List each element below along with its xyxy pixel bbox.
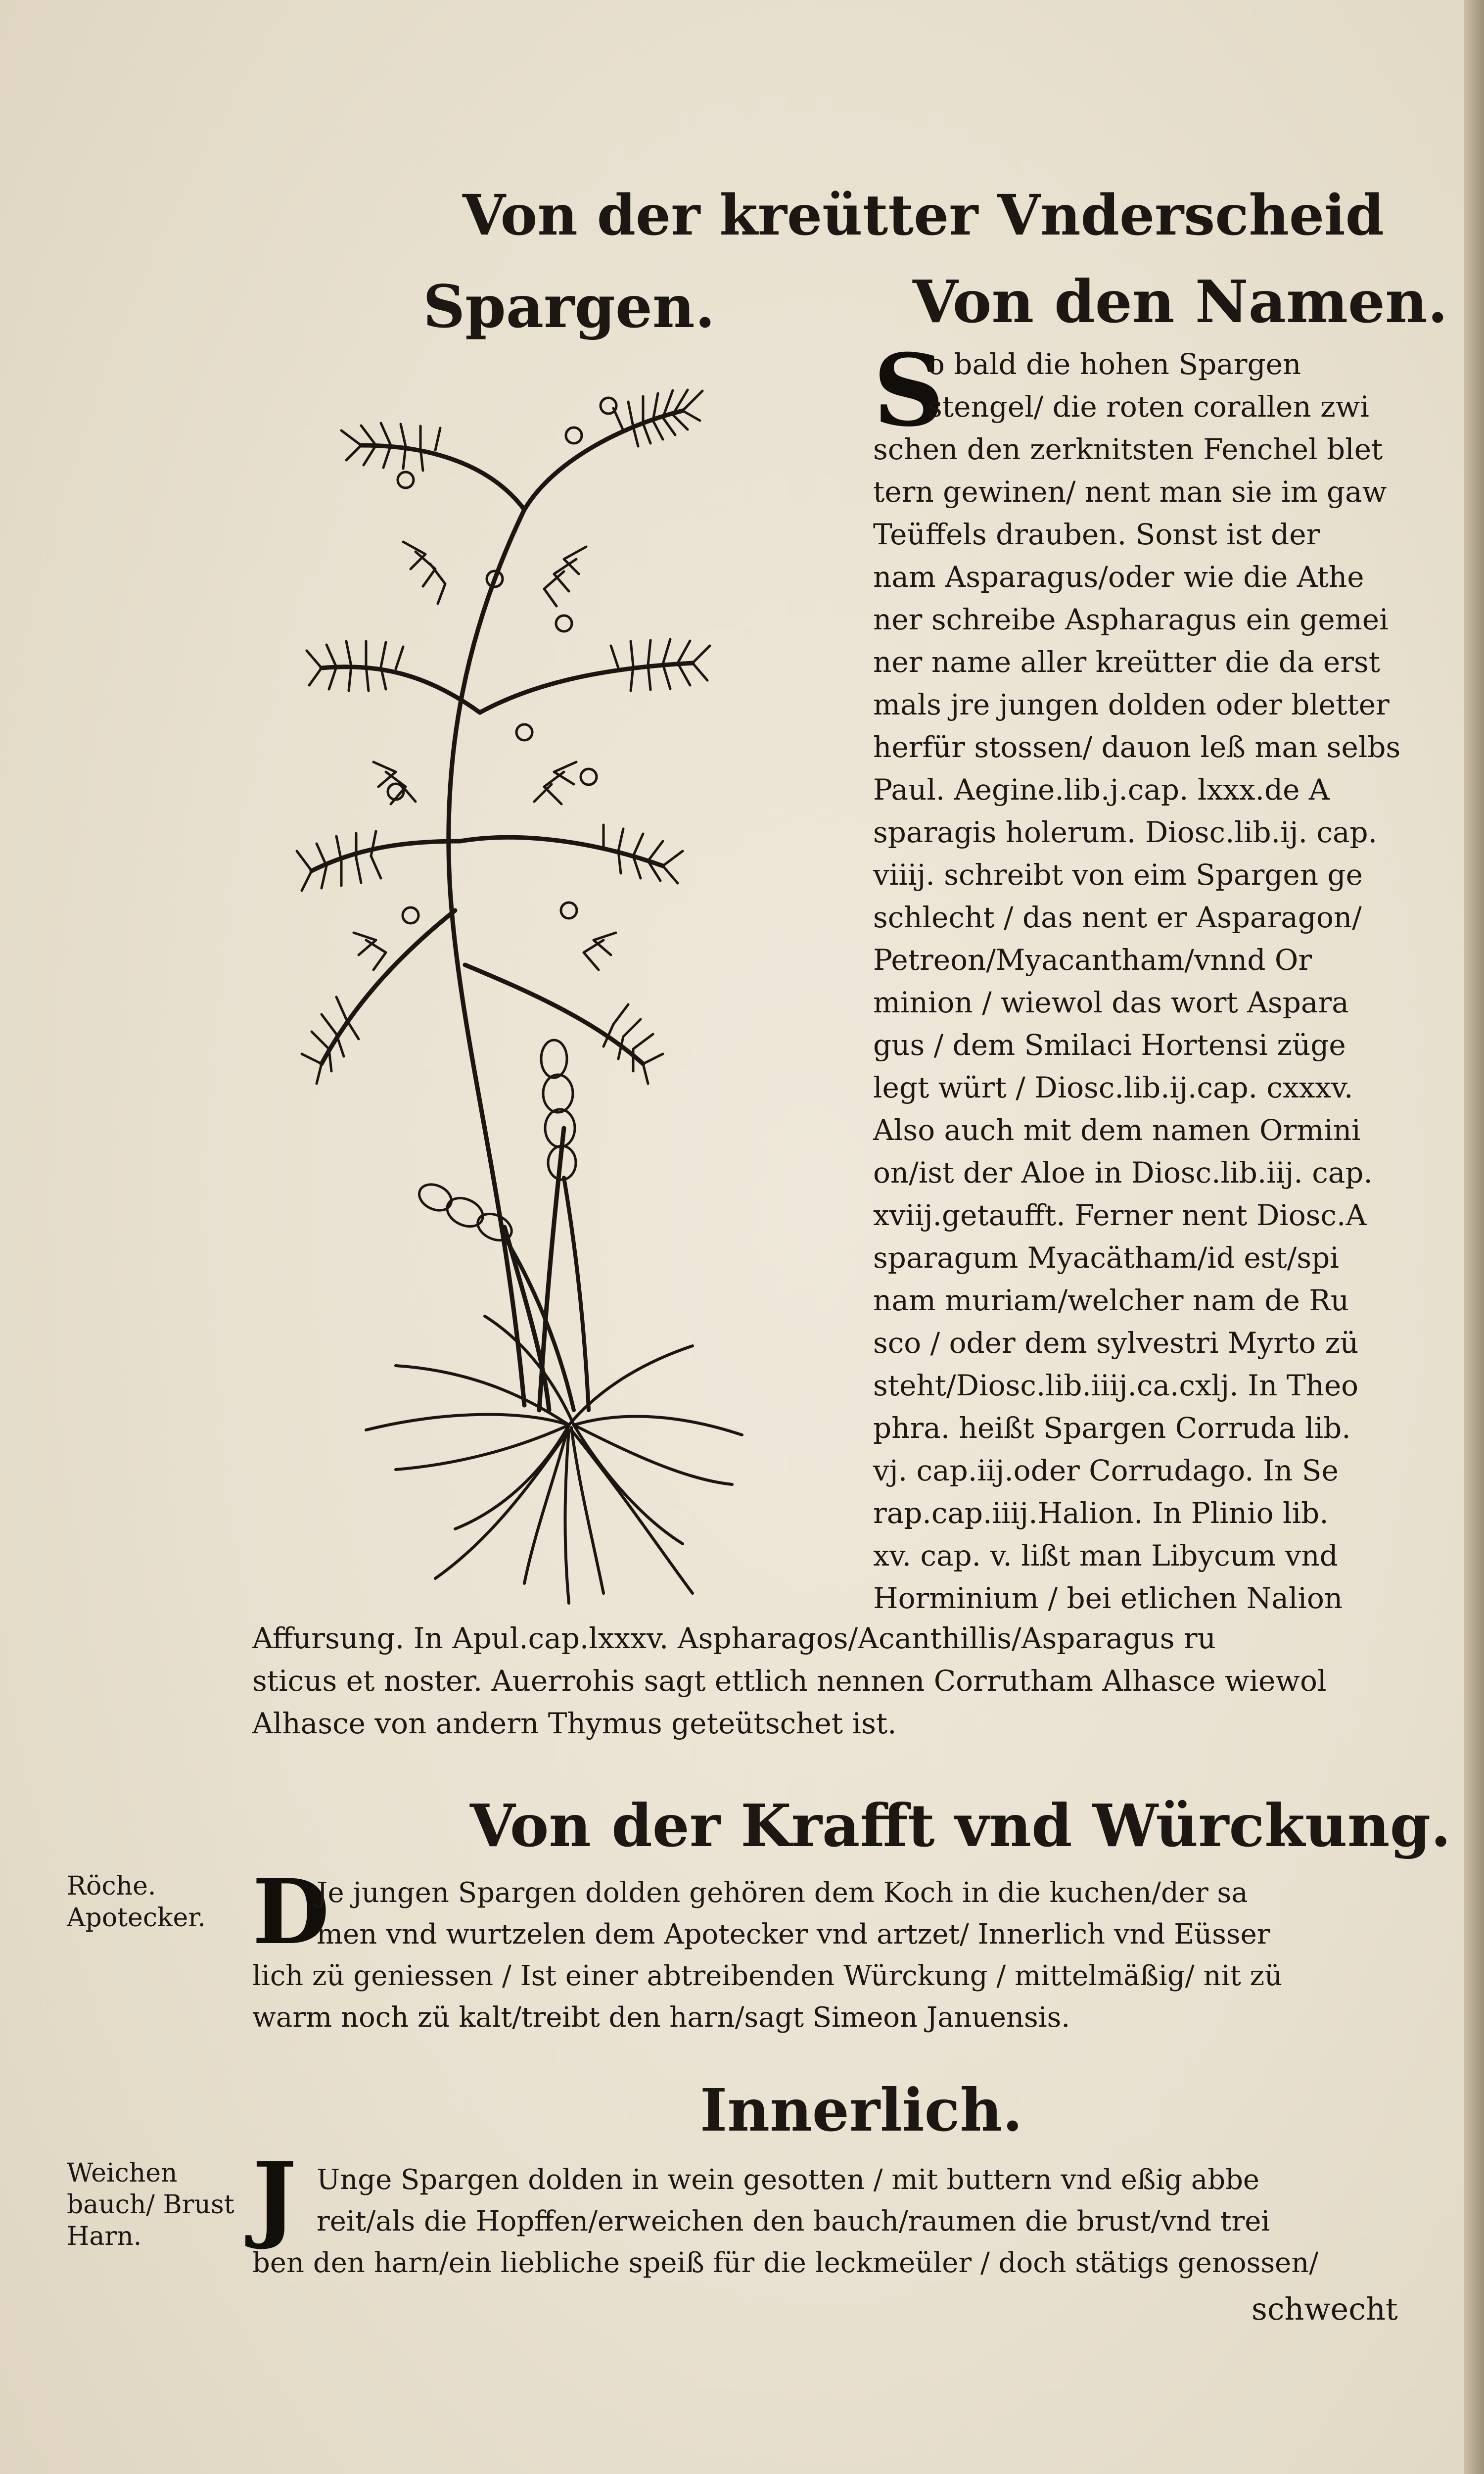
text-line: nam Asparagus/oder wie die Athe — [873, 560, 1364, 594]
asparagus-spear-short — [415, 1180, 574, 1410]
krafft-heading: Von der Krafft vnd Würckung. — [470, 1791, 1451, 1860]
text-line: sparagum Myacätham/id est/spi — [873, 1241, 1339, 1275]
initial-j: J — [252, 2141, 297, 2252]
krafft-margin-note — [67, 1870, 206, 1934]
plant-name-heading: Spargen. — [423, 272, 715, 341]
text-line: reit/als die Hopffen/erweichen den bauch/raumen die brust/vnd trei — [317, 2205, 1270, 2237]
names-body — [873, 333, 1437, 1727]
text-line: lich zü geniessen / Ist einer abtreibenden Würckung / mittelmäßig/ nit zü — [252, 1960, 1283, 1992]
grass-leaves — [366, 1316, 742, 1435]
text-line: on/ist der Aloe in Diosc.lib.iij. cap. — [873, 1156, 1373, 1189]
names-heading: Von den Namen. — [913, 267, 1448, 336]
text-line: gus / dem Smilaci Hortensi züge — [873, 1028, 1346, 1062]
text-line: Also auch mit dem namen Ormini — [873, 1113, 1361, 1147]
text-line: Petreon/Myacantham/vnnd Or — [873, 943, 1312, 977]
text-line: steht/Diosc.lib.iiij.ca.cxlj. In Theo — [873, 1369, 1359, 1402]
text-line: men vnd wurtzelen dem Apotecker vnd artzet/ Innerlich vnd Eüsser — [317, 1918, 1270, 1951]
text-line: warm noch zü kalt/treibt den harn/sagt Simeon Januensis. — [252, 2001, 1070, 2034]
text-line: xviij.getaufft. Ferner nent Diosc.A — [873, 1198, 1367, 1232]
text-line: ner name aller kreütter die da erst — [873, 645, 1381, 679]
text-line: Affursung. In Apul.cap.lxxxv. Aspharagos/Acanthillis/Asparagus ru — [252, 1621, 1216, 1655]
text-line: phra. heißt Spargen Corruda lib. — [873, 1411, 1351, 1445]
text-line: nam muriam/welcher nam de Ru — [873, 1284, 1349, 1317]
text-line: viiij. schreibt von eim Spargen ge — [873, 858, 1363, 892]
text-line: ner schreibe Aspharagus ein gemei — [873, 603, 1389, 636]
text-line: rap.cap.iiij.Halion. In Plinio lib. — [873, 1496, 1329, 1530]
margin-note-line: Röche. — [67, 1871, 156, 1901]
text-line: Paul. Aegine.lib.j.cap. lxxx.de A — [873, 773, 1330, 807]
innerlich-margin-note — [67, 2157, 234, 2252]
text-line: herfür stossen/ dauon leß man selbs — [873, 730, 1401, 764]
margin-note-line: bauch/ Brust — [67, 2190, 234, 2220]
margin-note-line: Weichen — [67, 2158, 178, 2188]
asparagus-spear-tall — [541, 1040, 589, 1410]
plant-stems — [312, 411, 693, 1410]
text-line: schlecht / das nent er Asparagon/ — [873, 901, 1362, 934]
text-line: Horminium / bei etlichen Nalion — [873, 1581, 1343, 1615]
text-line: Je jungen Spargen dolden gehören dem Koch in die kuchen/der sa — [317, 1877, 1248, 1909]
running-title: Von der kreütter Vnderscheid — [463, 183, 1385, 248]
text-line: minion / wiewol das wort Aspara — [873, 986, 1349, 1019]
margin-note-line: Harn. — [67, 2222, 142, 2251]
text-line: Teüffels drauben. Sonst ist der — [873, 518, 1320, 551]
text-line: o bald die hohen Spargen — [928, 347, 1301, 381]
text-line: mals jre jungen dolden oder bletter — [873, 688, 1390, 721]
text-line: stengel/ die roten corallen zwi — [928, 390, 1369, 424]
text-line: legt würt / Diosc.lib.ij.cap. cxxxv. — [873, 1071, 1353, 1104]
page-edge — [1464, 0, 1484, 2474]
text-line: xv. cap. v. lißt man Libycum vnd — [873, 1539, 1338, 1572]
text-line: vj. cap.iij.oder Corrudago. In Se — [873, 1454, 1339, 1487]
initial-s: S — [873, 333, 945, 449]
root-cluster — [396, 1425, 732, 1603]
text-line: sticus et noster. Auerrohis sagt ettlich nennen Corrutham Alhasce wiewol — [252, 1664, 1327, 1698]
text-line: tern gewinen/ nent man sie im gaw — [873, 475, 1387, 509]
catchword: schwecht — [1252, 2291, 1398, 2327]
margin-note-line: Apotecker. — [67, 1903, 206, 1933]
innerlich-heading: Innerlich. — [700, 2076, 1023, 2144]
asparagus-plant-illustration — [247, 346, 861, 1613]
text-line: schen den zerknitsten Fenchel blet — [873, 432, 1383, 466]
text-line: Alhasce von andern Thymus geteütschet ist. — [252, 1707, 897, 1740]
text-line: Unge Spargen dolden in wein gesotten / mit buttern vnd eßig abbe — [317, 2164, 1260, 2196]
text-line: sco / oder dem sylvestri Myrto zü — [873, 1326, 1359, 1360]
text-line: sparagis holerum. Diosc.lib.ij. cap. — [873, 815, 1378, 849]
initial-d: D — [252, 1860, 330, 1964]
text-line: ben den harn/ein liebliche speiß für die leckmeüler / doch stätigs genossen/ — [252, 2247, 1319, 2279]
